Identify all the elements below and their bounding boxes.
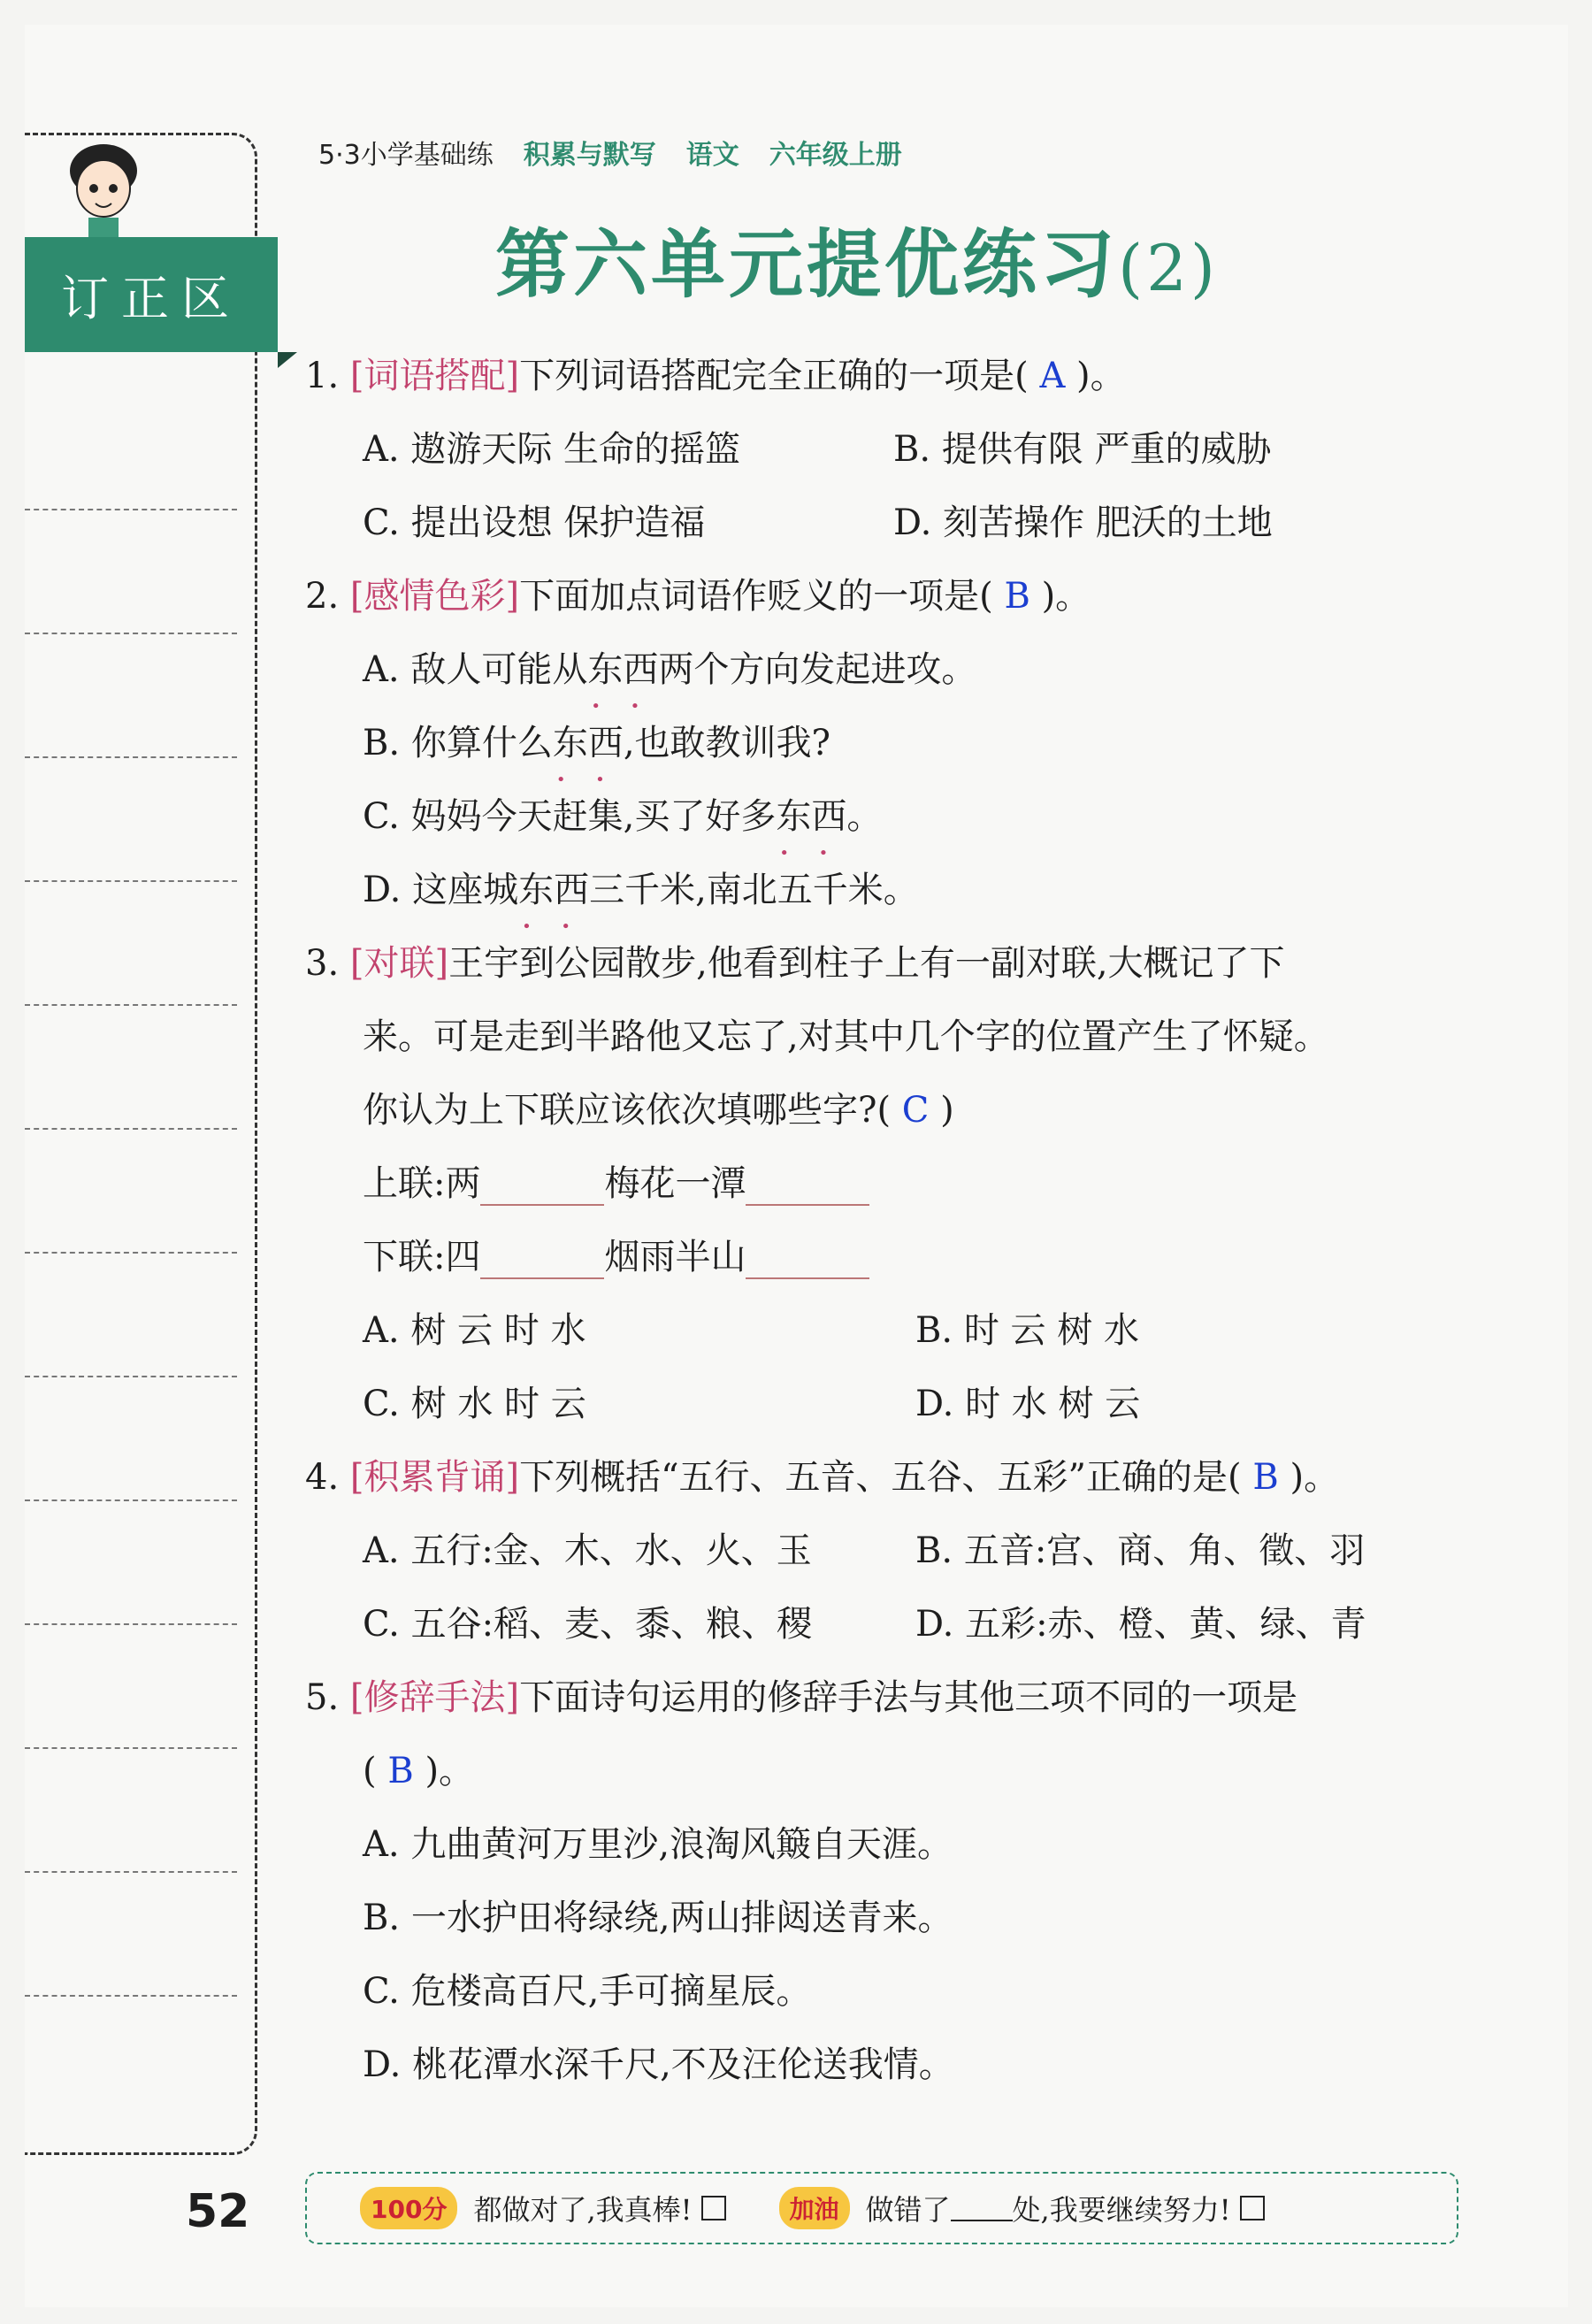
writing-line — [25, 1004, 237, 1006]
question-end: )。 — [425, 1751, 475, 1791]
couplet-upper — [363, 1162, 869, 1206]
couplet-text: 烟雨半山 — [604, 1237, 746, 1277]
answer: B — [1252, 1457, 1279, 1498]
question-number: 4. — [305, 1457, 340, 1498]
question-3-line-3 — [363, 1088, 954, 1132]
page-number: 52 — [186, 2185, 250, 2238]
option-text: A. 敌人可能从 — [363, 649, 588, 690]
answer: A — [1039, 356, 1066, 396]
option-a — [363, 648, 976, 692]
page-title — [495, 205, 1219, 312]
subject: 语文 — [685, 140, 739, 171]
question-stem: 下列概括“五行、五音、五谷、五彩”正确的是( — [519, 1457, 1242, 1498]
option-d: D. 时 水 树 云 — [915, 1384, 1141, 1424]
question-tag: [修辞手法] — [349, 1677, 520, 1718]
question-1 — [305, 354, 1126, 398]
option-b — [363, 721, 830, 765]
option-text: 两个方向发起进攻。 — [658, 649, 977, 690]
question-tag: [积累背诵] — [349, 1457, 520, 1498]
question-3 — [305, 941, 1285, 986]
option-text: B. 你算什么 — [363, 723, 553, 763]
option-d: D. 桃花潭水深千尺,不及汪伦送我情。 — [363, 2044, 954, 2085]
option-c: C. 五谷:稻、麦、黍、粮、稷 — [363, 1604, 813, 1645]
option-text: ,也敢教训我? — [623, 723, 830, 763]
couplet-text: 梅花一潭 — [604, 1163, 746, 1204]
question-number: 3. — [305, 943, 340, 984]
writing-line — [25, 633, 237, 634]
writing-line — [25, 756, 237, 758]
self-check-text: 做错了 — [865, 2193, 951, 2227]
question-stem: 下列词语搭配完全正确的一项是( — [519, 356, 1029, 396]
correction-area — [25, 133, 257, 2155]
question-number: 1. — [305, 356, 340, 396]
cheer-badge: 加油 — [779, 2187, 850, 2229]
question-open: ( — [363, 1751, 377, 1791]
grade: 六年级上册 — [769, 140, 902, 171]
dotted-word: 东西 • • — [518, 870, 589, 910]
option-b: B. 五音:宫、商、角、徵、羽 — [915, 1530, 1366, 1571]
option-d — [363, 868, 919, 912]
option-c — [363, 794, 882, 839]
writing-line — [25, 1995, 237, 1997]
writing-line — [25, 1376, 237, 1377]
option-d: D. 刻苦操作 肥沃的土地 — [893, 502, 1273, 543]
question-stem: 下面加点词语作贬义的一项是( — [519, 576, 993, 617]
blank-line — [746, 1246, 869, 1279]
writing-line — [25, 1871, 237, 1873]
answer: B — [387, 1751, 414, 1791]
question-tag: [对联] — [349, 943, 449, 984]
question-stem: 下面诗句运用的修辞手法与其他三项不同的一项是 — [519, 1677, 1298, 1718]
couplet-text: 上联:两 — [363, 1163, 481, 1204]
mascot-icon — [55, 140, 152, 242]
option-b: B. 时 云 树 水 — [915, 1310, 1139, 1351]
option-a: A. 九曲黄河万里沙,浪淘风簸自天涯。 — [363, 1824, 953, 1865]
option-text: 三千米,南北五千米。 — [589, 870, 919, 910]
dotted-word: 东西 • • — [776, 796, 846, 837]
question-number: 5. — [305, 1677, 340, 1718]
option-text: C. 妈妈今天赶集,买了好多 — [363, 796, 777, 837]
couplet-text: 下联:四 — [363, 1237, 481, 1277]
correction-area-banner: 订正区 — [25, 237, 278, 352]
self-check-bar — [305, 2172, 1458, 2244]
question-tag: [词语搭配] — [349, 356, 520, 396]
couplet-lower — [363, 1235, 869, 1279]
title-number: (2) — [1118, 231, 1220, 305]
question-end: )。 — [1076, 356, 1126, 396]
writing-line — [25, 1623, 237, 1625]
option-a: A. 遨游天际 生命的摇篮 — [363, 429, 741, 470]
question-2 — [305, 574, 1091, 618]
question-end: )。 — [1290, 1457, 1340, 1498]
title-main: 第六单元提优练习 — [495, 221, 1119, 308]
answer: C — [901, 1090, 930, 1131]
full-score-badge: 100分 — [360, 2187, 457, 2229]
book-name: 积累与默写 — [523, 140, 656, 171]
question-5 — [305, 1676, 1297, 1720]
option-b: B. 一水护田将绿绕,两山排闼送青来。 — [363, 1898, 953, 1938]
question-stem: 王宇到公园散步,他看到柱子上有一副对联,大概记了下 — [448, 943, 1285, 984]
question-tag: [感情色彩] — [349, 576, 520, 617]
dotted-word: 东西 • • — [553, 723, 624, 763]
question-number: 2. — [305, 576, 340, 617]
series-name: 5·3小学基础练 — [318, 140, 494, 171]
question-3-line-2: 来。可是走到半路他又忘了,对其中几个字的位置产生了怀疑。 — [363, 1016, 1329, 1057]
writing-line — [25, 880, 237, 882]
all-correct-checkbox[interactable] — [701, 2196, 726, 2220]
question-end: ) — [940, 1090, 954, 1131]
question-end: )。 — [1041, 576, 1091, 617]
writing-line — [25, 509, 237, 510]
option-b: B. 提供有限 严重的威胁 — [893, 429, 1272, 470]
blank-line — [480, 1246, 604, 1279]
option-text: D. 这座城 — [363, 870, 519, 910]
self-check-text: 处,我要继续努力! — [1012, 2193, 1231, 2227]
option-c: C. 提出设想 保护造福 — [363, 502, 706, 543]
option-text: 。 — [846, 796, 883, 837]
option-c: C. 危楼高百尺,手可摘星辰。 — [363, 1971, 812, 2012]
mistake-count-blank[interactable] — [951, 2195, 1013, 2221]
writing-line — [25, 1747, 237, 1749]
option-d: D. 五彩:赤、橙、黄、绿、青 — [915, 1604, 1366, 1645]
writing-line — [25, 1128, 237, 1130]
blank-line — [746, 1172, 869, 1206]
answer: B — [1004, 576, 1030, 617]
option-a: A. 树 云 时 水 — [363, 1310, 586, 1351]
keep-trying-checkbox[interactable] — [1240, 2196, 1265, 2220]
question-4 — [305, 1455, 1339, 1499]
blank-line — [480, 1172, 604, 1206]
writing-line — [25, 1252, 237, 1254]
question-stem: 你认为上下联应该依次填哪些字?( — [363, 1090, 892, 1131]
self-check-text: 都做对了,我真棒! — [473, 2193, 693, 2227]
book-header — [318, 133, 902, 172]
option-a: A. 五行:金、木、水、火、玉 — [363, 1530, 812, 1571]
question-5-answer-line — [363, 1749, 474, 1793]
dotted-word: 东西 • • — [587, 649, 658, 690]
option-c: C. 树 水 时 云 — [363, 1384, 586, 1424]
writing-line — [25, 1499, 237, 1501]
